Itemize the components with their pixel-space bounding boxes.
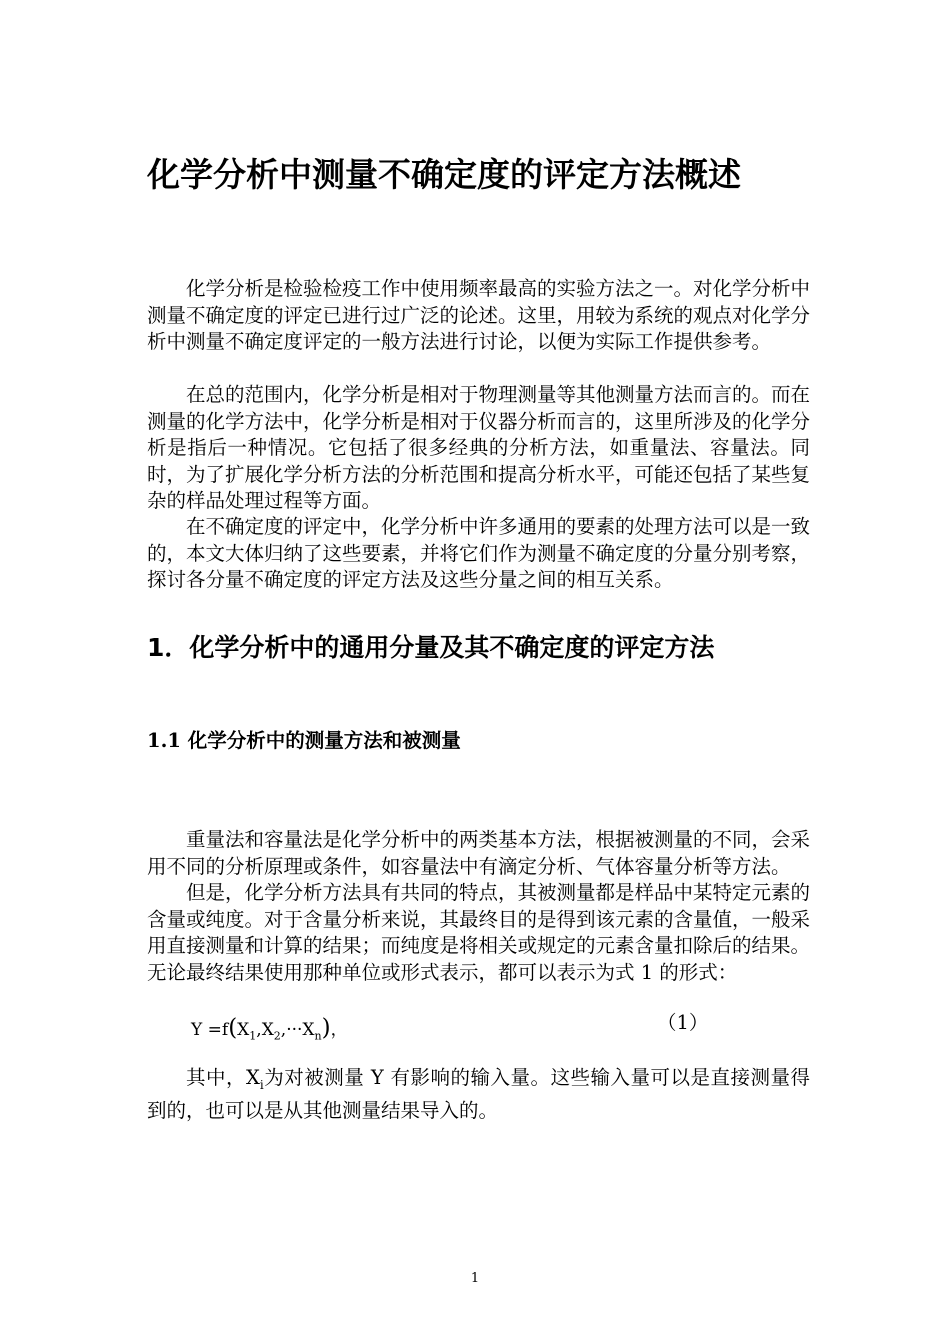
formula-x1-sub: 1 <box>249 1029 257 1043</box>
document-title: 化学分析中测量不确定度的评定方法概述 <box>147 155 741 194</box>
explanation-var: X <box>246 1066 260 1089</box>
explanation-var-sub: i <box>259 1077 264 1092</box>
formula-func: f <box>221 1020 229 1040</box>
intro-paragraph-2: 在总的范围内，化学分析是相对于物理测量等其他测量方法而言的。而在测量的化学方法中，化学分析是相对于仪器分析而言的，这里所涉及的化学分析是指后一种情况。它包括了很多经典的分析方法，如重量法、容量法。同时，为了扩展化学分析方法的分析范围和提高分析水平，可能还包括了某些复杂的样品处理过程等方面。 <box>147 383 811 512</box>
section-paragraph-1: 重量法和容量法是化学分析中的两类基本方法，根据被测量的不同，会采用不同的分析原理或条件，如容量法中有滴定分析、气体容量分析等方法。 <box>147 828 811 878</box>
page-number: 1 <box>470 1271 480 1286</box>
explanation-paragraph <box>147 1065 810 1125</box>
subsection-1-1-heading: 1.1 化学分析中的测量方法和被测量 <box>147 729 461 752</box>
section-paragraph-2: 但是，化学分析方法具有共同的特点，其被测量都是样品中某特定元素的含量或纯度。对于含量分析来说，其最终目的是得到该元素的含量值，一般采用直接测量和计算的结果；而纯度是将相关或规定的元素含量扣除后的结果。无论最终结果使用那种单位或形式表示，都可以表示为式 1 的形式： <box>147 881 811 984</box>
explanation-prefix: 其中， <box>186 1066 246 1089</box>
formula-x2: X <box>261 1020 274 1040</box>
formula-equals: = <box>207 1020 222 1040</box>
formula-xn-sub: n <box>314 1029 322 1043</box>
formula-sep-1: , <box>256 1020 262 1040</box>
formula-close-paren: ) <box>321 1015 331 1041</box>
section-1-heading: 1．化学分析中的通用分量及其不确定度的评定方法 <box>147 633 715 662</box>
formula-sep-2: , <box>280 1020 287 1040</box>
explanation-suffix: 为对被测量 Y 有影响的输入量。这些输入量可以是直接测量得到的，也可以是从其他测量结果导入的。 <box>147 1066 810 1123</box>
formula-trailing-comma: ， <box>330 1020 348 1040</box>
formula-x2-sub: 2 <box>273 1029 281 1043</box>
equation-1 <box>191 1014 348 1050</box>
formula-x1: X <box>237 1020 250 1040</box>
formula-xn: X <box>302 1020 315 1040</box>
formula-ellipsis: ··· <box>286 1020 303 1040</box>
intro-paragraph-3: 在不确定度的评定中，化学分析中许多通用的要素的处理方法可以是一致的，本文大体归纳了这些要素，并将它们作为测量不确定度的分量分别考察，探讨各分量不确定度的评定方法及这些分量之间的相互关系。 <box>147 515 811 591</box>
formula-open-paren: ( <box>228 1015 238 1041</box>
intro-paragraph-1: 化学分析是检验检疫工作中使用频率最高的实验方法之一。对化学分析中测量不确定度的评定已进行过广泛的论述。这里，用较为系统的观点对化学分析中测量不确定度评定的一般方法进行讨论，以便为实际工作提供参考。 <box>147 277 811 353</box>
equation-number: （1） <box>657 1011 709 1034</box>
formula-lhs: Y <box>191 1020 203 1040</box>
